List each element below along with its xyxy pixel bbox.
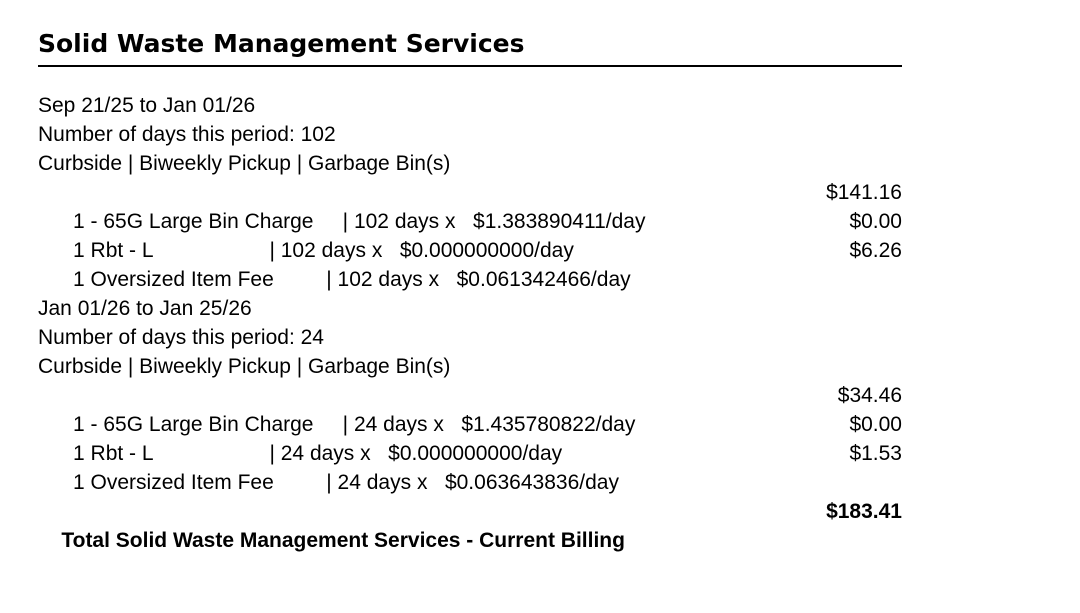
- charge-amount: $0.00: [849, 210, 902, 233]
- period-days-count: Number of days this period: 24: [38, 326, 324, 349]
- charge-description: 1 - 65G Large Bin Charge | 102 days x $1.383890411/day: [73, 210, 646, 233]
- charge-description: 1 Rbt - L | 24 days x $0.000000000/day: [73, 442, 563, 465]
- charge-line-item: [38, 236, 902, 291]
- charge-description: 1 Rbt - L | 102 days x $0.000000000/day: [73, 239, 574, 262]
- period-days-count: Number of days this period: 102: [38, 123, 336, 146]
- period-date-range: Sep 21/25 to Jan 01/26: [38, 94, 256, 117]
- service-description: Curbside | Biweekly Pickup | Garbage Bin(s): [38, 355, 451, 378]
- charge-amount: $34.46: [837, 384, 902, 407]
- billing-period-1: [38, 91, 902, 291]
- total-amount: $183.41: [826, 500, 902, 523]
- service-description: Curbside | Biweekly Pickup | Garbage Bin(s): [38, 152, 451, 175]
- period-date-range: Jan 01/26 to Jan 25/26: [38, 297, 252, 320]
- page-title: Solid Waste Management Services: [38, 29, 525, 58]
- charge-amount: $1.53: [849, 442, 902, 465]
- charge-description: 1 Oversized Item Fee | 24 days x $0.063643836/day: [73, 471, 619, 494]
- charge-amount: $6.26: [849, 239, 902, 262]
- total-label: Total Solid Waste Management Services - Current Billing: [61, 529, 625, 552]
- charge-description: 1 - 65G Large Bin Charge | 24 days x $1.435780822/day: [73, 413, 636, 436]
- charge-amount: $141.16: [826, 181, 902, 204]
- charge-description: 1 Oversized Item Fee | 102 days x $0.061342466/day: [73, 268, 631, 291]
- billing-document: [38, 26, 902, 552]
- charge-line-item: [38, 439, 902, 494]
- total-line: [38, 497, 902, 552]
- charge-amount: $0.00: [849, 413, 902, 436]
- billing-period-2: [38, 294, 902, 494]
